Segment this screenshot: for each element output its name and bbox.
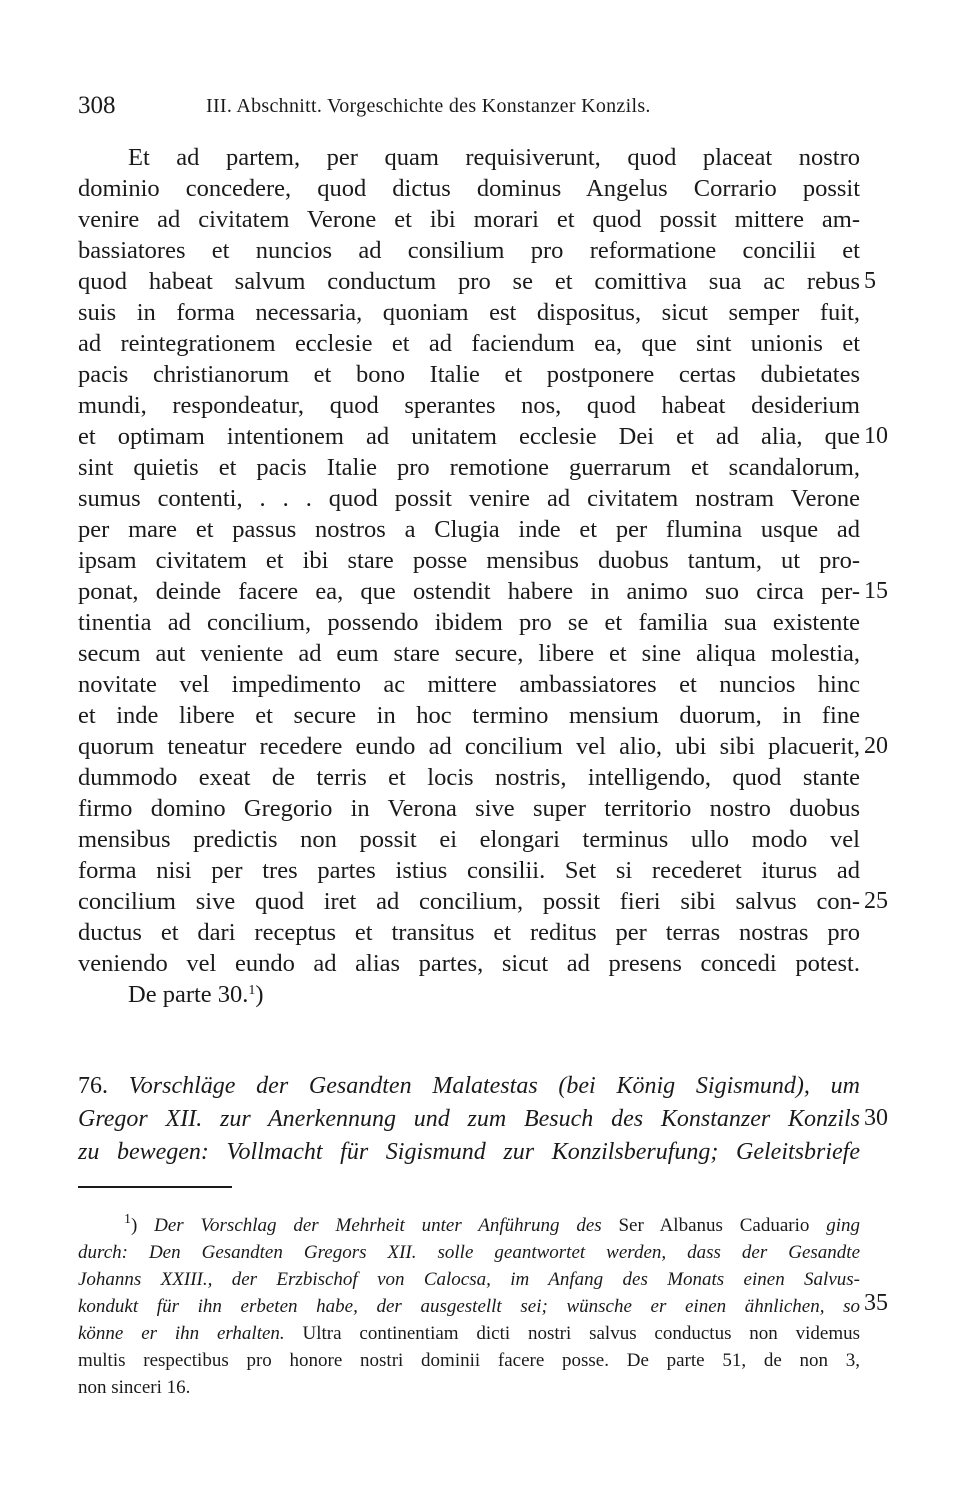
text-line: ductus et dari receptus et transitus et reditus per terras nostras pro (78, 919, 860, 946)
running-head: III. Abschnitt. Vorgeschichte des Konstanzer Konzils. (206, 95, 651, 117)
footnote-mark: 1 (124, 1212, 131, 1227)
footnote-line: Johanns XXIII., der Erzbischof von Calocsa, im Anfang des Monats einen Salvus- (78, 1269, 860, 1290)
text-line: secum aut veniente ad eum stare secure, libere et sine aliqua molestia, (78, 640, 860, 667)
text-line: suis in forma necessaria, quoniam est dispositus, sicut semper fuit, (78, 299, 860, 326)
footnote-line: durch: Den Gesandten Gregors XII. solle geantwortet werden, dass der Gesandte (78, 1242, 860, 1263)
text-line: tinentia ad concilium, possendo ibidem pro se et familia sua existente (78, 609, 860, 636)
footnote-line: non sinceri 16. (78, 1377, 191, 1398)
section-title-line: zu bewegen: Vollmacht für Sigismund zur Konzilsberufung; Geleitsbriefe (78, 1139, 860, 1165)
vote-line: De parte 30.$^1$) (128, 981, 264, 1008)
page-header (78, 92, 868, 122)
text-line: firmo domino Gregorio in Verona sive super territorio nostro duobus (78, 795, 860, 822)
footnote-divider (78, 1186, 232, 1188)
text-line: sint quietis et pacis Italie pro remotione guerrarum et scandalorum, (78, 454, 860, 481)
footnote-line: kondukt für ihn erbeten habe, der ausgestellt sei; wünsche er einen ähnlichen, so (78, 1296, 860, 1317)
text-line: forma nisi per tres partes istius consilii. Set si recederet iturus ad (78, 857, 860, 884)
text-line: mensibus predictis non possit ei elongari terminus ullo modo vel (78, 826, 860, 853)
vote-text: De parte 30. (128, 981, 249, 1008)
line-number: 35 (864, 1290, 888, 1316)
text-line: veniendo vel eundo ad alias partes, sicut ad presens concedi potest. (78, 950, 860, 977)
text-line: ponat, deinde facere ea, que ostendit habere in animo suo circa per- (78, 578, 860, 605)
line-number: 25 (864, 888, 888, 914)
text-line: et optimam intentionem ad unitatem ecclesie Dei et ad alia, que (78, 423, 860, 450)
text-line: quorum teneatur recedere eundo ad concilium vel alio, ubi sibi placuerit, (78, 733, 860, 760)
text-line: pacis christianorum et bono Italie et postponere certas dubietates (78, 361, 860, 388)
text-line: sumus contenti, . . . quod possit venire ad civitatem nostram Verone (78, 485, 860, 512)
text-line: ipsam civitatem et ibi stare posse mensibus duobus tantum, ut pro- (78, 547, 860, 574)
text-line: bassiatores et nuncios ad consilium pro reformatione concilii et (78, 237, 860, 264)
section-title-line: Vorschläge der Gesandten Malatestas (bei König Sigismund), um (128, 1073, 861, 1099)
text-line: novitate vel impedimento ac mittere ambassiatores et nuncios hinc (78, 671, 860, 698)
line-number: 30 (864, 1105, 888, 1131)
text-line: venire ad civitatem Verone et ibi morari et quod possit mittere am- (78, 206, 860, 233)
text-line: Et ad partem, per quam requisiverunt, quod placeat nostro (128, 144, 860, 171)
text-line: concilium sive quod iret ad concilium, possit fieri sibi salvus con- (78, 888, 860, 915)
text-line: dummodo exeat de terris et locis nostris, intelligendo, quod stante (78, 764, 860, 791)
footnote-reference: 1 (248, 983, 256, 998)
line-number: 15 (864, 578, 888, 604)
text-line: per mare et passus nostros a Clugia inde et per flumina usque ad (78, 516, 860, 543)
text-line: mundi, respondeatur, quod sperantes nos, quod habeat desiderium (78, 392, 860, 419)
text-line: ad reintegrationem ecclesie et ad faciendum ea, que sint unionis et (78, 330, 860, 357)
footnote-line: multis respectibus pro honore nostri dominii facere posse. De parte 51, de non 3, (78, 1350, 860, 1371)
text-line: dominio concedere, quod dictus dominus Angelus Corrario possit (78, 175, 860, 202)
footnote-line: könne er ihn erhalten. Ultra continentiam dicti nostri salvus conductus non videmus (78, 1323, 860, 1344)
page-number: 308 (78, 92, 116, 119)
text-line: quod habeat salvum conductum pro se et comittiva sua ac rebus (78, 268, 860, 295)
section-number: 76. (78, 1073, 108, 1099)
section-title-line: Gregor XII. zur Anerkennung und zum Besuch des Konstanzer Konzils (78, 1106, 860, 1132)
line-number: 5 (864, 268, 876, 294)
line-number: 10 (864, 423, 888, 449)
line-number: 20 (864, 733, 888, 759)
text-line: et inde libere et secure in hoc termino mensium duorum, in fine (78, 702, 860, 729)
